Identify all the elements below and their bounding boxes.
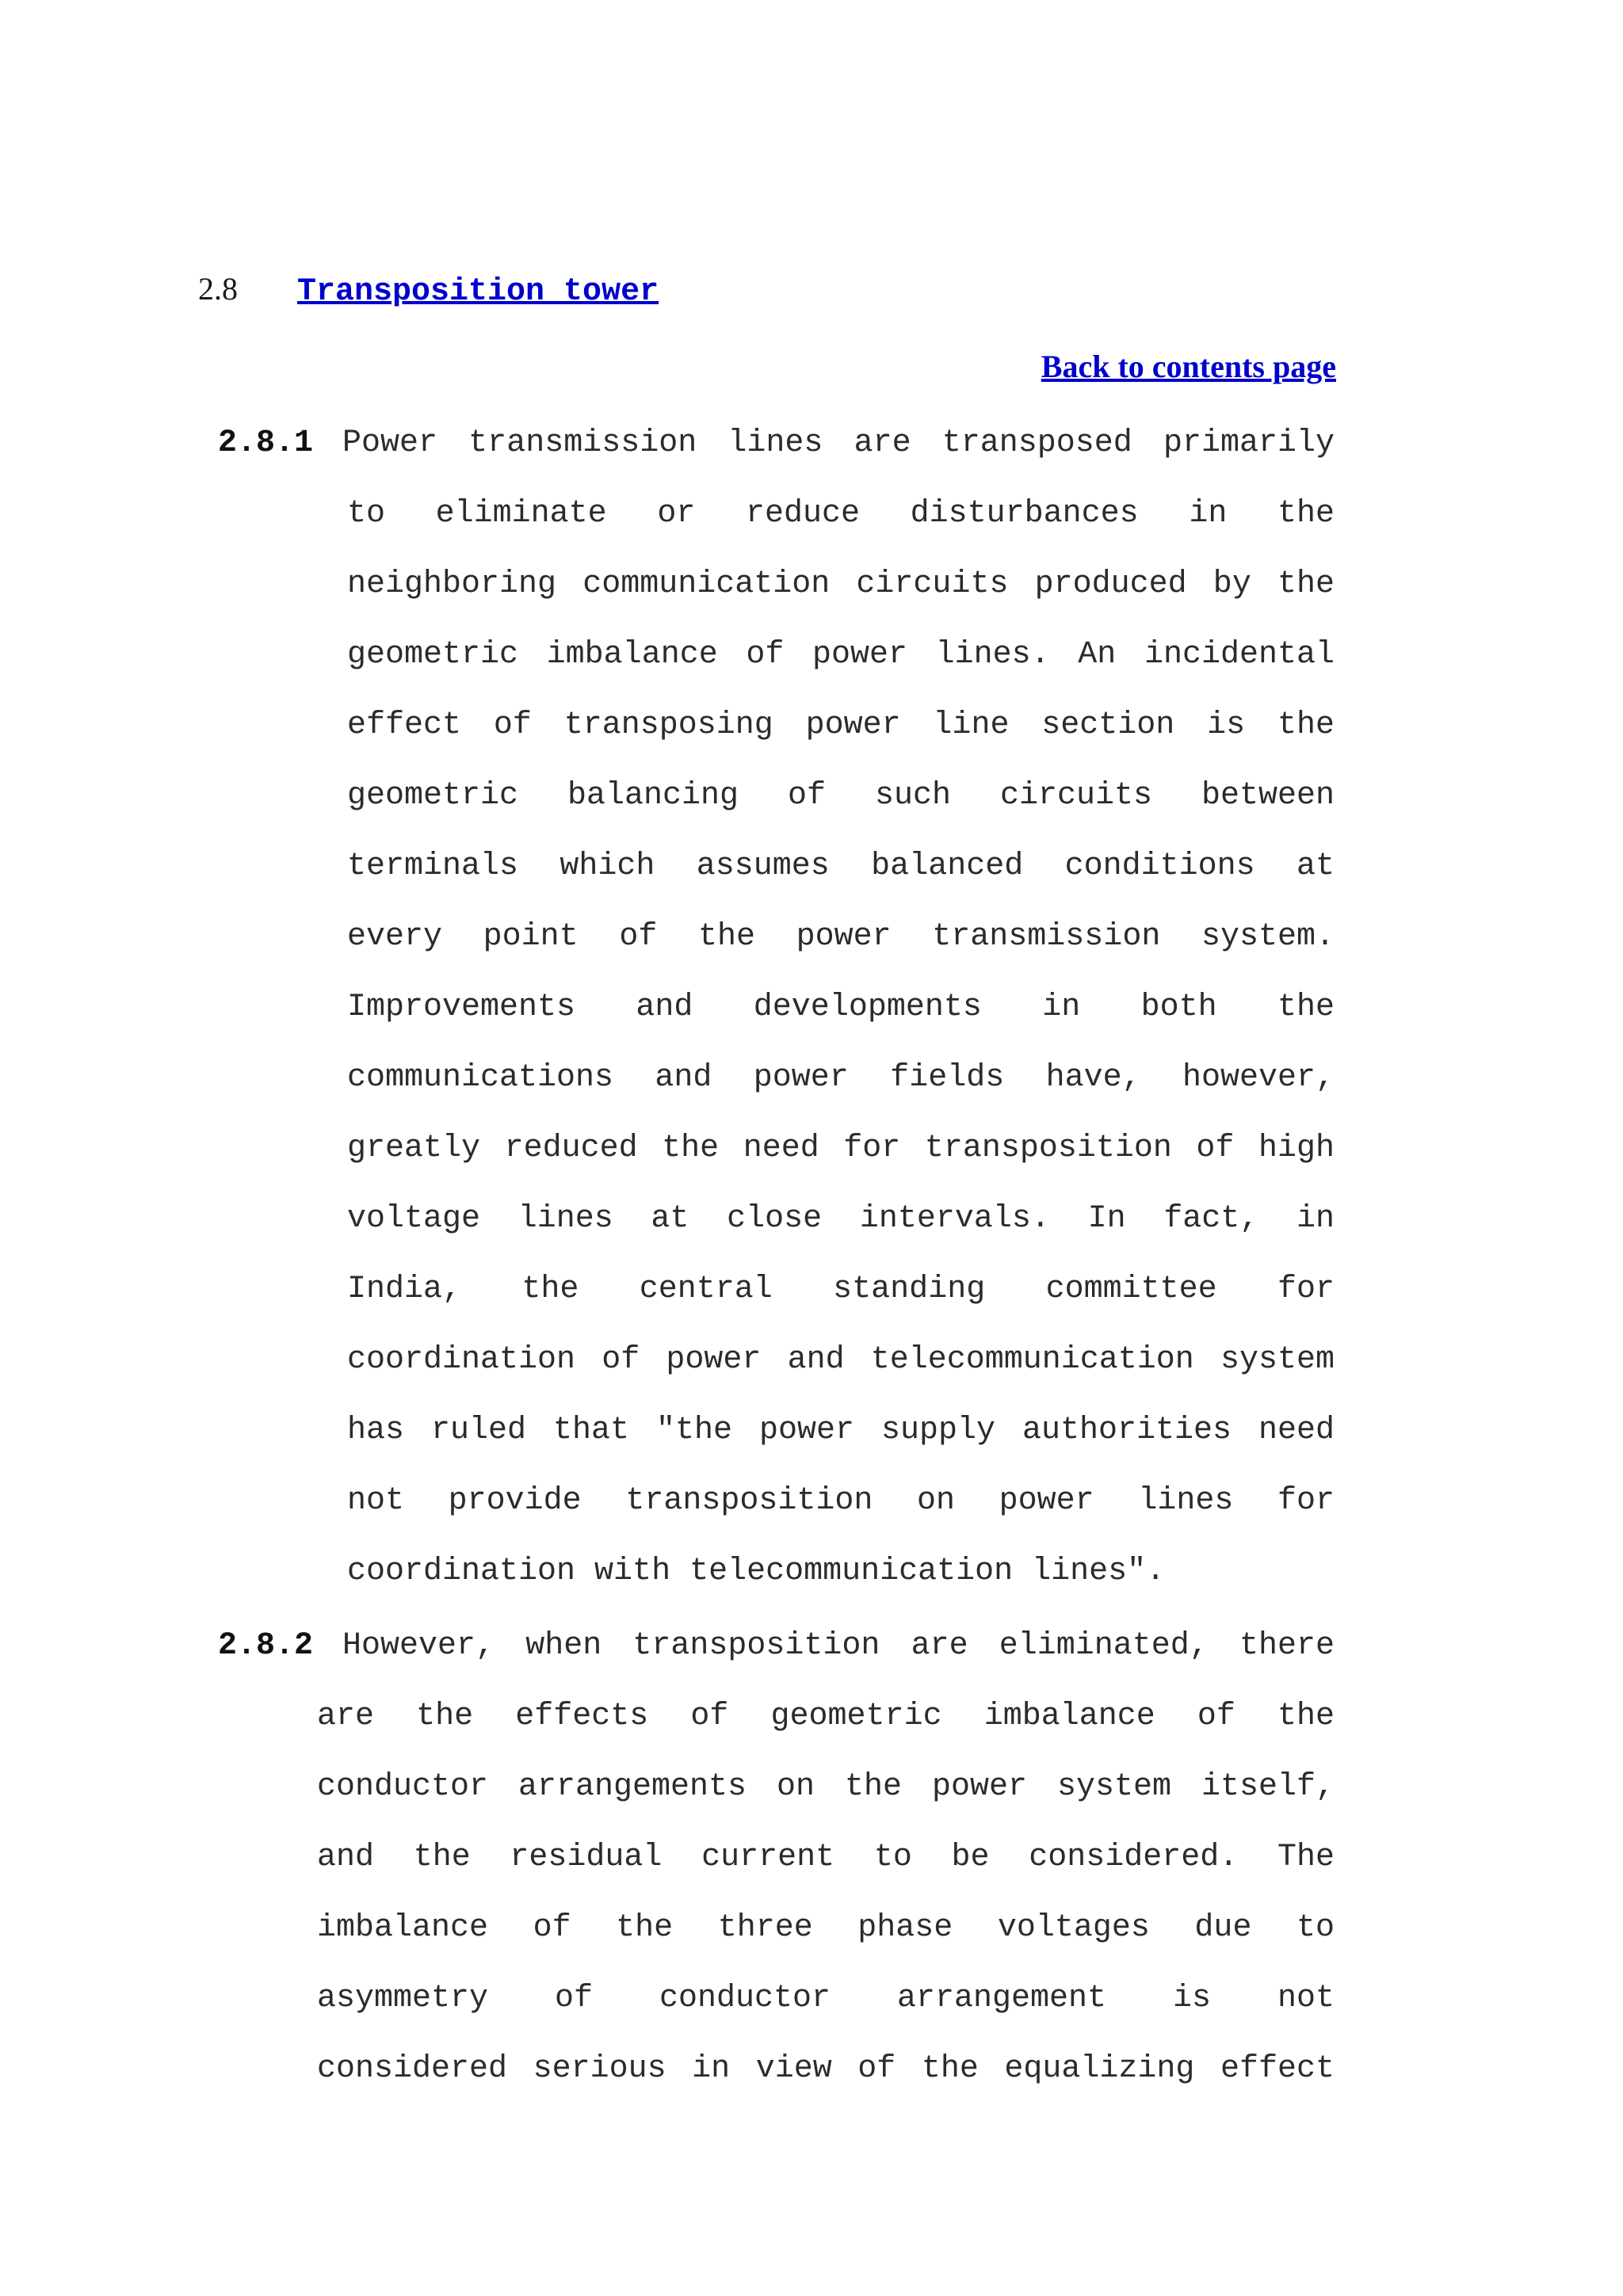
paragraph-line: terminals which assumes balanced conditions at	[347, 849, 1335, 884]
paragraph-line: India, the central standing committee for	[347, 1272, 1335, 1307]
paragraph-line: coordination of power and telecommunication system	[347, 1342, 1335, 1378]
section-number: 2.8	[198, 271, 238, 307]
paragraph-line: geometric imbalance of power lines. An incidental	[347, 637, 1335, 673]
paragraph-line: every point of the power transmission system.	[347, 919, 1335, 955]
paragraph-number: 2.8.1	[218, 425, 314, 461]
paragraph-line: Power transmission lines are transposed primarily	[342, 425, 1335, 461]
paragraph-line: asymmetry of conductor arrangement is not	[317, 1981, 1335, 2016]
paragraph-line: are the effects of geometric imbalance of the	[317, 1699, 1335, 1734]
paragraph-line: geometric balancing of such circuits between	[347, 778, 1335, 814]
paragraph-line: imbalance of the three phase voltages due to	[317, 1910, 1335, 1946]
back-to-contents-link[interactable]: Back to contents page	[1041, 349, 1336, 384]
paragraph-line: considered serious in view of the equalizing effect	[317, 2051, 1335, 2087]
paragraph-line: coordination with telecommunication lines".	[347, 1554, 1166, 1589]
paragraph-line: effect of transposing power line section is the	[347, 707, 1335, 743]
section-heading	[198, 265, 659, 313]
paragraph-line: Improvements and developments in both the	[347, 990, 1335, 1025]
section-title-link[interactable]: Transposition tower	[297, 274, 659, 310]
paragraph-line: to eliminate or reduce disturbances in the	[347, 496, 1335, 532]
paragraph-line: neighboring communication circuits produced by the	[347, 566, 1335, 602]
paragraph-line: communications and power fields have, however,	[347, 1060, 1335, 1096]
paragraph-line: has ruled that "the power supply authorities need	[347, 1413, 1335, 1448]
paragraph-line: conductor arrangements on the power system itself,	[317, 1769, 1335, 1805]
paragraph-line: not provide transposition on power lines for	[347, 1483, 1335, 1519]
paragraph-line: However, when transposition are eliminated, there	[342, 1628, 1335, 1664]
paragraph-line: voltage lines at close intervals. In fact, in	[347, 1201, 1335, 1237]
paragraph-line: greatly reduced the need for transposition of high	[347, 1131, 1335, 1166]
paragraph-line: and the residual current to be considered. The	[317, 1840, 1335, 1875]
paragraph-number: 2.8.2	[218, 1628, 314, 1664]
